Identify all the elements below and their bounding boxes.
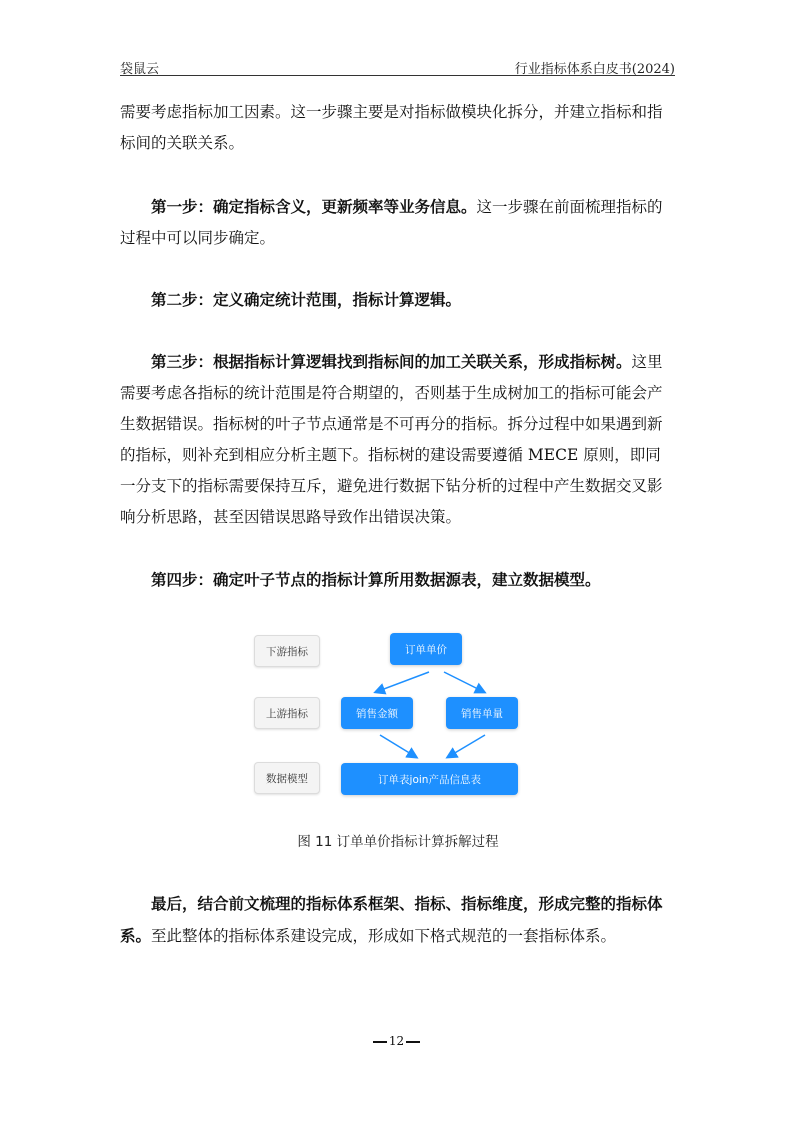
step-2-heading: 第二步：定义确定统计范围，指标计算逻辑。 [151, 290, 462, 309]
page-number: 12 [388, 1034, 405, 1048]
paragraph-step-4 [120, 564, 676, 596]
paragraph-step-2 [120, 284, 676, 316]
node-sales-quantity: 销售单量 [446, 697, 518, 729]
node-sales-amount: 销售金额 [341, 697, 413, 729]
page-header [120, 58, 675, 76]
arrow-order-price-to-sales-qty [444, 672, 484, 692]
paragraph-conclusion [120, 888, 676, 952]
level-label-downstream: 下游指标 [254, 635, 320, 667]
header-brand: 袋鼠云 [120, 62, 160, 77]
figure-caption: 图 11 订单单价指标计算拆解过程 [297, 834, 499, 850]
arrow-sales-qty-to-table [448, 735, 485, 757]
step-1-heading: 第一步：确定指标含义，更新频率等业务信息。 [151, 197, 477, 216]
paragraph-step-1 [120, 191, 676, 254]
header-divider [120, 75, 675, 76]
step-3-heading: 第三步：根据指标计算逻辑找到指标间的加工关联关系，形成指标树。 [151, 352, 632, 371]
paragraph-step-3 [120, 346, 676, 533]
node-order-price: 订单单价 [390, 633, 462, 665]
step-4-heading: 第四步：确定叶子节点的指标计算所用数据源表，建立数据模型。 [151, 570, 601, 589]
indicator-tree-diagram [254, 627, 524, 797]
arrow-order-price-to-sales-amount [376, 672, 429, 692]
paragraph-intro-text: 需要考虑指标加工因素。这一步骤主要是对指标做模块化拆分，并建立指标和指标间的关联关系。 [120, 103, 663, 152]
level-label-data-model: 数据模型 [254, 762, 320, 794]
footer-dash-right [406, 1041, 420, 1043]
arrow-sales-amount-to-table [380, 735, 416, 757]
step-1-text: 这一步骤在前面梳理指标的过程中可以同步确定。 [120, 198, 663, 247]
level-label-upstream: 上游指标 [254, 697, 320, 729]
step-3-text: 这里需要考虑各指标的统计范围是符合期望的，否则基于生成树加工的指标可能会产生数据错误。指标树的叶子节点通常是不可再分的指标。拆分过程中如果遇到新的指标，则补充到相应分析主题下。指标树的建设需要遵循 MECE 原则，即同一分支下的指标需要保持互斥，避免进行数据下钻分析的过程中产生数据交叉影响分析思路，甚至因错误思路导致作出错误决策。 [120, 353, 663, 526]
conclusion-heading: 最后，结合前文梳理的指标体系框架、指标、指标维度，形成完整的指标体系。 [120, 894, 663, 945]
footer-dash-left [373, 1041, 387, 1043]
node-order-product-table: 订单表join产品信息表 [341, 763, 518, 795]
conclusion-text: 至此整体的指标体系建设完成，形成如下格式规范的一套指标体系。 [151, 927, 617, 945]
paragraph-intro [120, 97, 676, 159]
page-footer [0, 1034, 793, 1048]
header-document-title: 行业指标体系白皮书(2024) [514, 62, 675, 77]
